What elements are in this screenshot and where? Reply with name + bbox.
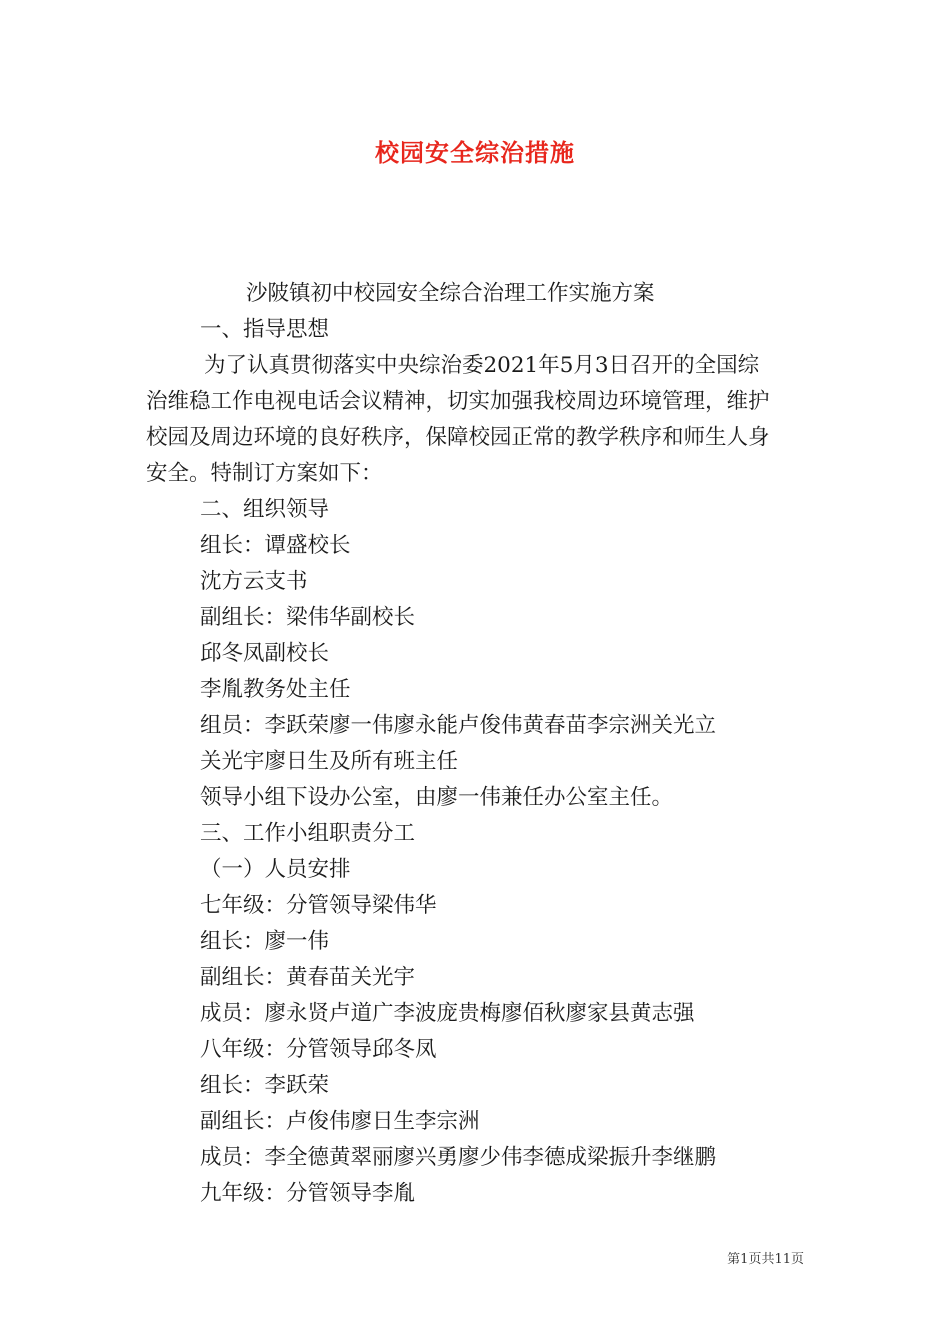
text-line: 组员：李跃荣廖一伟廖永能卢俊伟黄春苗李宗洲关光立 — [200, 713, 717, 738]
document-title: 校园安全综治措施 — [375, 139, 575, 167]
paragraph-line: 治维稳工作电视电话会议精神，切实加强我校周边环境管理，维护 — [146, 389, 770, 414]
text-line: 副组长：卢俊伟廖日生李宗洲 — [200, 1109, 480, 1134]
document-body — [146, 276, 810, 1212]
paragraph-line: 校园及周边环境的良好秩序，保障校园正常的教学秩序和师生人身 — [146, 425, 770, 450]
text-line: 八年级：分管领导邱冬凤 — [200, 1037, 437, 1062]
section-heading-guiding-ideology: 一、指导思想 — [200, 317, 330, 342]
text-line: 沈方云支书 — [200, 569, 308, 594]
text-line: 副组长：黄春苗关光宇 — [200, 965, 416, 990]
text-line: 九年级：分管领导李胤 — [200, 1181, 416, 1206]
text-line: 七年级：分管领导梁伟华 — [200, 893, 437, 918]
text-line: 副组长：梁伟华副校长 — [200, 605, 416, 630]
paragraph-line: 安全。特制订方案如下： — [146, 461, 383, 486]
section-heading-organization: 二、组织领导 — [200, 497, 330, 522]
text-line: 李胤教务处主任 — [200, 677, 351, 702]
document-subtitle: 沙陂镇初中校园安全综合治理工作实施方案 — [246, 281, 655, 306]
text-line: 领导小组下设办公室，由廖一伟兼任办公室主任。 — [200, 785, 674, 810]
text-line: 成员：廖永贤卢道广李波庞贵梅廖佰秋廖家县黄志强 — [200, 1001, 695, 1026]
paragraph-line: 为了认真贯彻落实中央综治委2021年5月3日召开的全国综 — [204, 353, 760, 378]
text-line: 组长：李跃荣 — [200, 1073, 330, 1098]
text-line: 关光宇廖日生及所有班主任 — [200, 749, 459, 774]
section-heading-responsibilities: 三、工作小组职责分工 — [200, 821, 416, 846]
text-line: 成员：李全德黄翠丽廖兴勇廖少伟李德成梁振升李继鹏 — [200, 1145, 717, 1170]
text-line: 组长：廖一伟 — [200, 929, 330, 954]
page-number: 第1页共11页 — [727, 1252, 804, 1267]
text-line: 组长：谭盛校长 — [200, 533, 351, 558]
subsection-heading-staffing: （一）人员安排 — [200, 857, 351, 882]
text-line: 邱冬凤副校长 — [200, 641, 330, 666]
